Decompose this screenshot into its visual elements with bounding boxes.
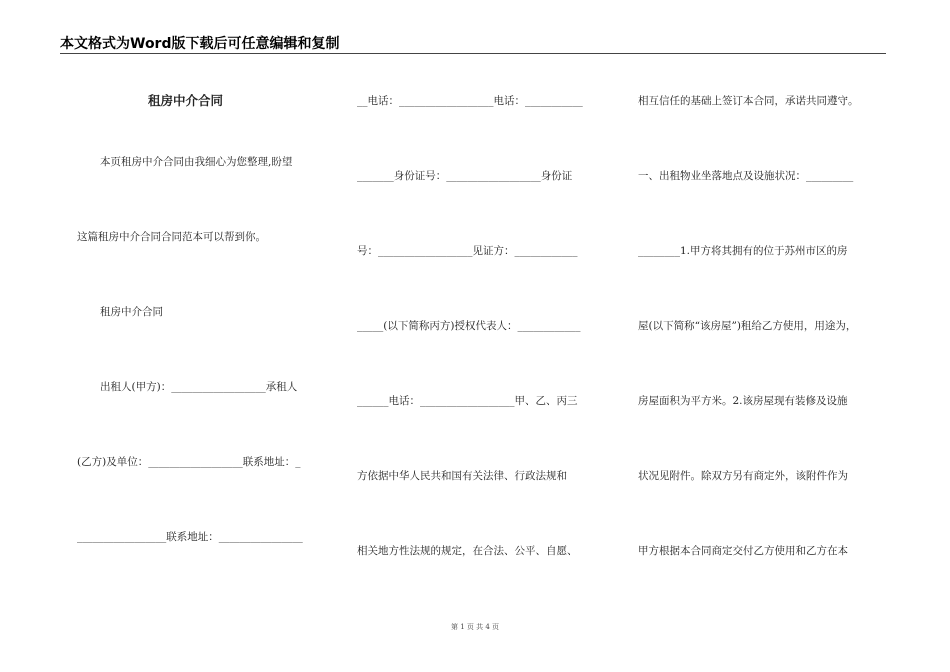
- text-line: 相关地方性法规的规定，在合法、公平、自愿、: [357, 545, 578, 557]
- text-line: 租房中介合同: [100, 306, 163, 318]
- header-rule: [60, 53, 886, 54]
- doc-title: 租房中介合同: [148, 93, 224, 108]
- text-line: ______电话：__________________甲、乙、丙三: [357, 395, 578, 407]
- text-line: 出租人(甲方)：__________________承租人: [100, 381, 298, 393]
- text-line: 这篇租房中介合同合同范本可以帮到你。: [77, 231, 266, 243]
- text-line: 屋(以下简称“该房屋”)租给乙方使用，用途为，: [638, 320, 857, 332]
- text-line: _______身份证号：__________________身份证: [357, 170, 573, 182]
- document-header-title: 本文格式为Word版下载后可任意编辑和复制: [60, 36, 340, 52]
- text-line: _____(以下简称丙方)授权代表人：____________: [357, 320, 581, 332]
- text-line: 号：__________________见证方：____________: [357, 245, 578, 257]
- text-line: 相互信任的基础上签订本合同，承诺共同遵守。: [638, 95, 859, 107]
- text-line: 状况见附件。除双方另有商定外，该附件作为: [638, 470, 848, 482]
- text-line: ________1.甲方将其拥有的位于苏州市区的房: [638, 245, 848, 257]
- text-line: _________________联系地址：________________: [77, 531, 303, 543]
- text-line: 房屋面积为平方米。2.该房屋现有装修及设施: [638, 395, 848, 407]
- text-line: 本页租房中介合同由我细心为您整理,盼望: [100, 156, 293, 168]
- text-line: 甲方根据本合同商定交付乙方使用和乙方在本: [638, 545, 848, 557]
- page-footer: 第 1 页 共 4 页: [450, 623, 500, 631]
- text-line: 一、出租物业坐落地点及设施状况：_________: [638, 170, 854, 182]
- text-line: 方依据中华人民共和国有关法律、行政法规和: [357, 470, 567, 482]
- text-line: __电话：__________________电话：___________: [357, 95, 583, 107]
- text-line: (乙方)及单位：__________________联系地址：_: [77, 456, 301, 468]
